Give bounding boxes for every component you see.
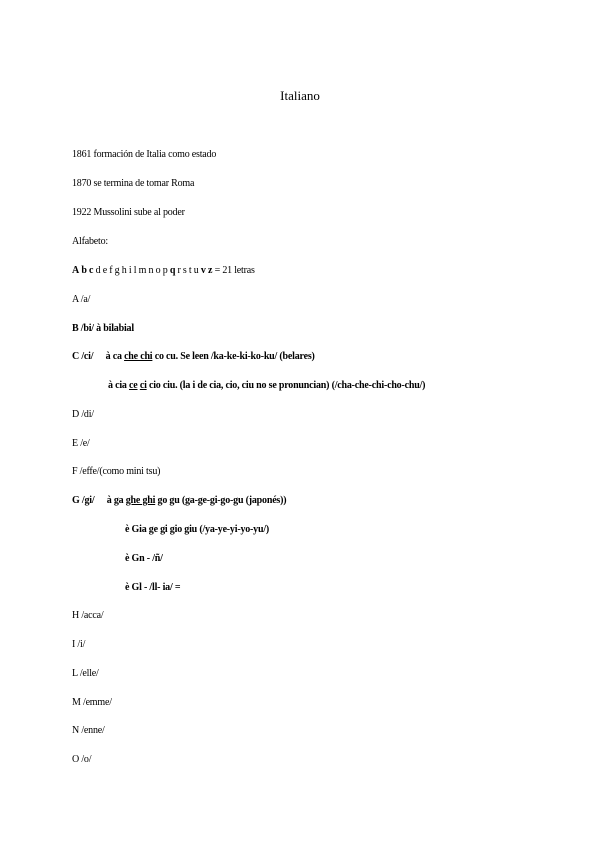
letter-g-underlined: ghe ghi — [125, 495, 156, 506]
letter-l: L /elle/ — [72, 668, 99, 679]
letter-n: N /enne/ — [72, 725, 105, 736]
letter-g-part2: go gu (ga-ge-gi-go-gu (japonés)) — [157, 495, 287, 506]
letter-e: E /e/ — [72, 438, 90, 449]
letter-g-sub-2: è Gn - /ñ/ — [125, 553, 163, 564]
letter-c-underlined: che chi — [124, 351, 153, 362]
alphabet-mid1: d e f g h i l m n o p — [95, 265, 168, 276]
letter-o: O /o/ — [72, 754, 92, 765]
history-line-1870: 1870 se termina de tomar Roma — [72, 178, 195, 189]
letter-a: A /a/ — [72, 294, 91, 305]
letter-i: I /i/ — [72, 639, 86, 650]
alphabet-line — [72, 265, 255, 276]
letter-g — [72, 495, 286, 506]
history-line-1861: 1861 formación de Italia como estado — [72, 149, 217, 160]
letter-c-line2-a: à cia — [108, 380, 127, 391]
history-line-1922: 1922 Mussolini sube al poder — [72, 207, 185, 218]
letter-c-line2 — [108, 380, 425, 391]
letter-g-part1: à ga — [106, 495, 124, 506]
alphabet-a: A — [72, 265, 80, 276]
letter-c-line2-ci: ci — [139, 380, 147, 391]
letter-f: F /effe/(como mini tsu) — [72, 466, 161, 477]
letter-g-sub-3: è Gl - /ll- ia/ = — [125, 582, 181, 593]
alphabet-b: b — [81, 265, 87, 276]
alphabet-mid2: r s t u — [177, 265, 199, 276]
letter-g-sub-1: è Gia ge gi gio giu (/ya-ye-yi-yo-yu/) — [125, 524, 270, 535]
letter-c-part1: à ca — [105, 351, 122, 362]
letter-c-line2-b: cio ciu. (la i de cia, cio, ciu no se pronuncian) (/cha-che-chi-cho-chu/) — [148, 380, 426, 391]
alfabeto-label: Alfabeto: — [72, 236, 108, 247]
letter-c-line2-ce: ce — [129, 380, 138, 391]
letter-g-head: G /gi/ — [72, 495, 95, 506]
alphabet-vz: v z — [200, 265, 213, 276]
letter-c-part2: co cu. Se leen /ka-ke-ki-ko-ku/ (belares) — [154, 351, 315, 362]
letter-m: M /emme/ — [72, 697, 112, 708]
alphabet-q: q — [169, 265, 176, 276]
letter-c — [72, 351, 315, 362]
page-title: Italiano — [280, 88, 320, 103]
letter-c-head: C /ci/ — [72, 351, 94, 362]
letter-d: D /di/ — [72, 409, 94, 420]
alphabet-c: c — [89, 265, 94, 276]
letter-b: B /bi/ à bilabial — [72, 323, 134, 334]
letter-h: H /acca/ — [72, 610, 104, 621]
alphabet-count: = 21 letras — [214, 265, 255, 276]
